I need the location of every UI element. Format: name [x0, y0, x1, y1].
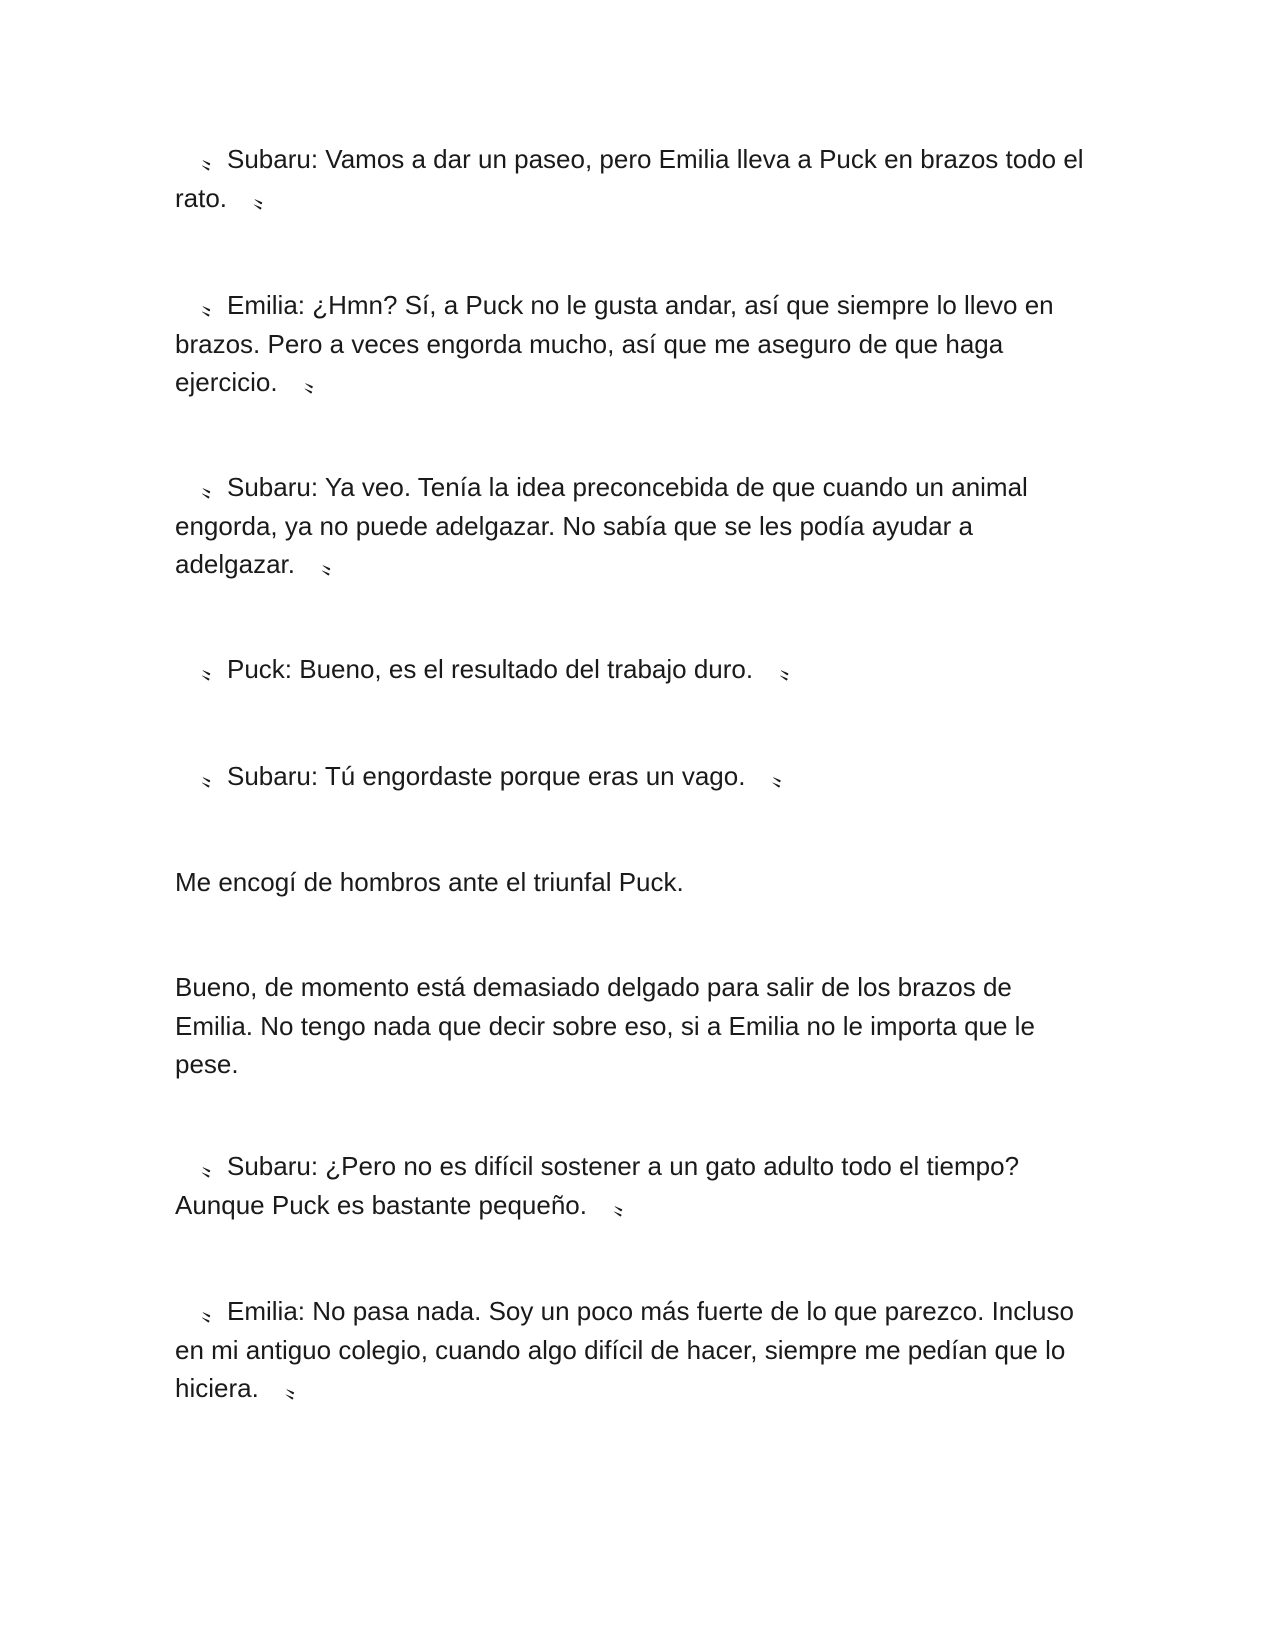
- dialogue-paragraph: 〟Emilia: ¿Hmn? Sí, a Puck no le gusta andar, así que siempre lo llevo en brazos. Pero a veces engorda mucho, así que me aseguro de que haga ejercicio. 〟: [175, 290, 1054, 397]
- narration-paragraph: Bueno, de momento está demasiado delgado para salir de los brazos de Emilia. No tengo nada que decir sobre eso, si a Emilia no le importa que le pese.: [175, 972, 1035, 1079]
- dialogue-paragraph: 〟Subaru: ¿Pero no es difícil sostener a un gato adulto todo el tiempo? Aunque Puck es bastante pequeño. 〟: [175, 1151, 1020, 1220]
- dialogue-paragraph: 〟Subaru: Ya veo. Tenía la idea preconcebida de que cuando un animal engorda, ya no puede adelgazar. No sabía que se les podía ayudar a adelgazar. 〟: [175, 472, 1028, 579]
- narration-paragraph: Me encogí de hombros ante el triunfal Puck.: [175, 867, 684, 897]
- dialogue-paragraph: 〟Subaru: Vamos a dar un paseo, pero Emilia lleva a Puck en brazos todo el rato. 〟: [175, 144, 1084, 213]
- dialogue-paragraph: 〟Emilia: No pasa nada. Soy un poco más fuerte de lo que parezco. Incluso en mi antiguo colegio, cuando algo difícil de hacer, siempre me pedían que lo hiciera. 〟: [175, 1296, 1074, 1403]
- dialogue-paragraph: 〟Puck: Bueno, es el resultado del trabajo duro. 〟: [175, 654, 806, 684]
- dialogue-paragraph: 〟Subaru: Tú engordaste porque eras un vago. 〟: [175, 761, 798, 791]
